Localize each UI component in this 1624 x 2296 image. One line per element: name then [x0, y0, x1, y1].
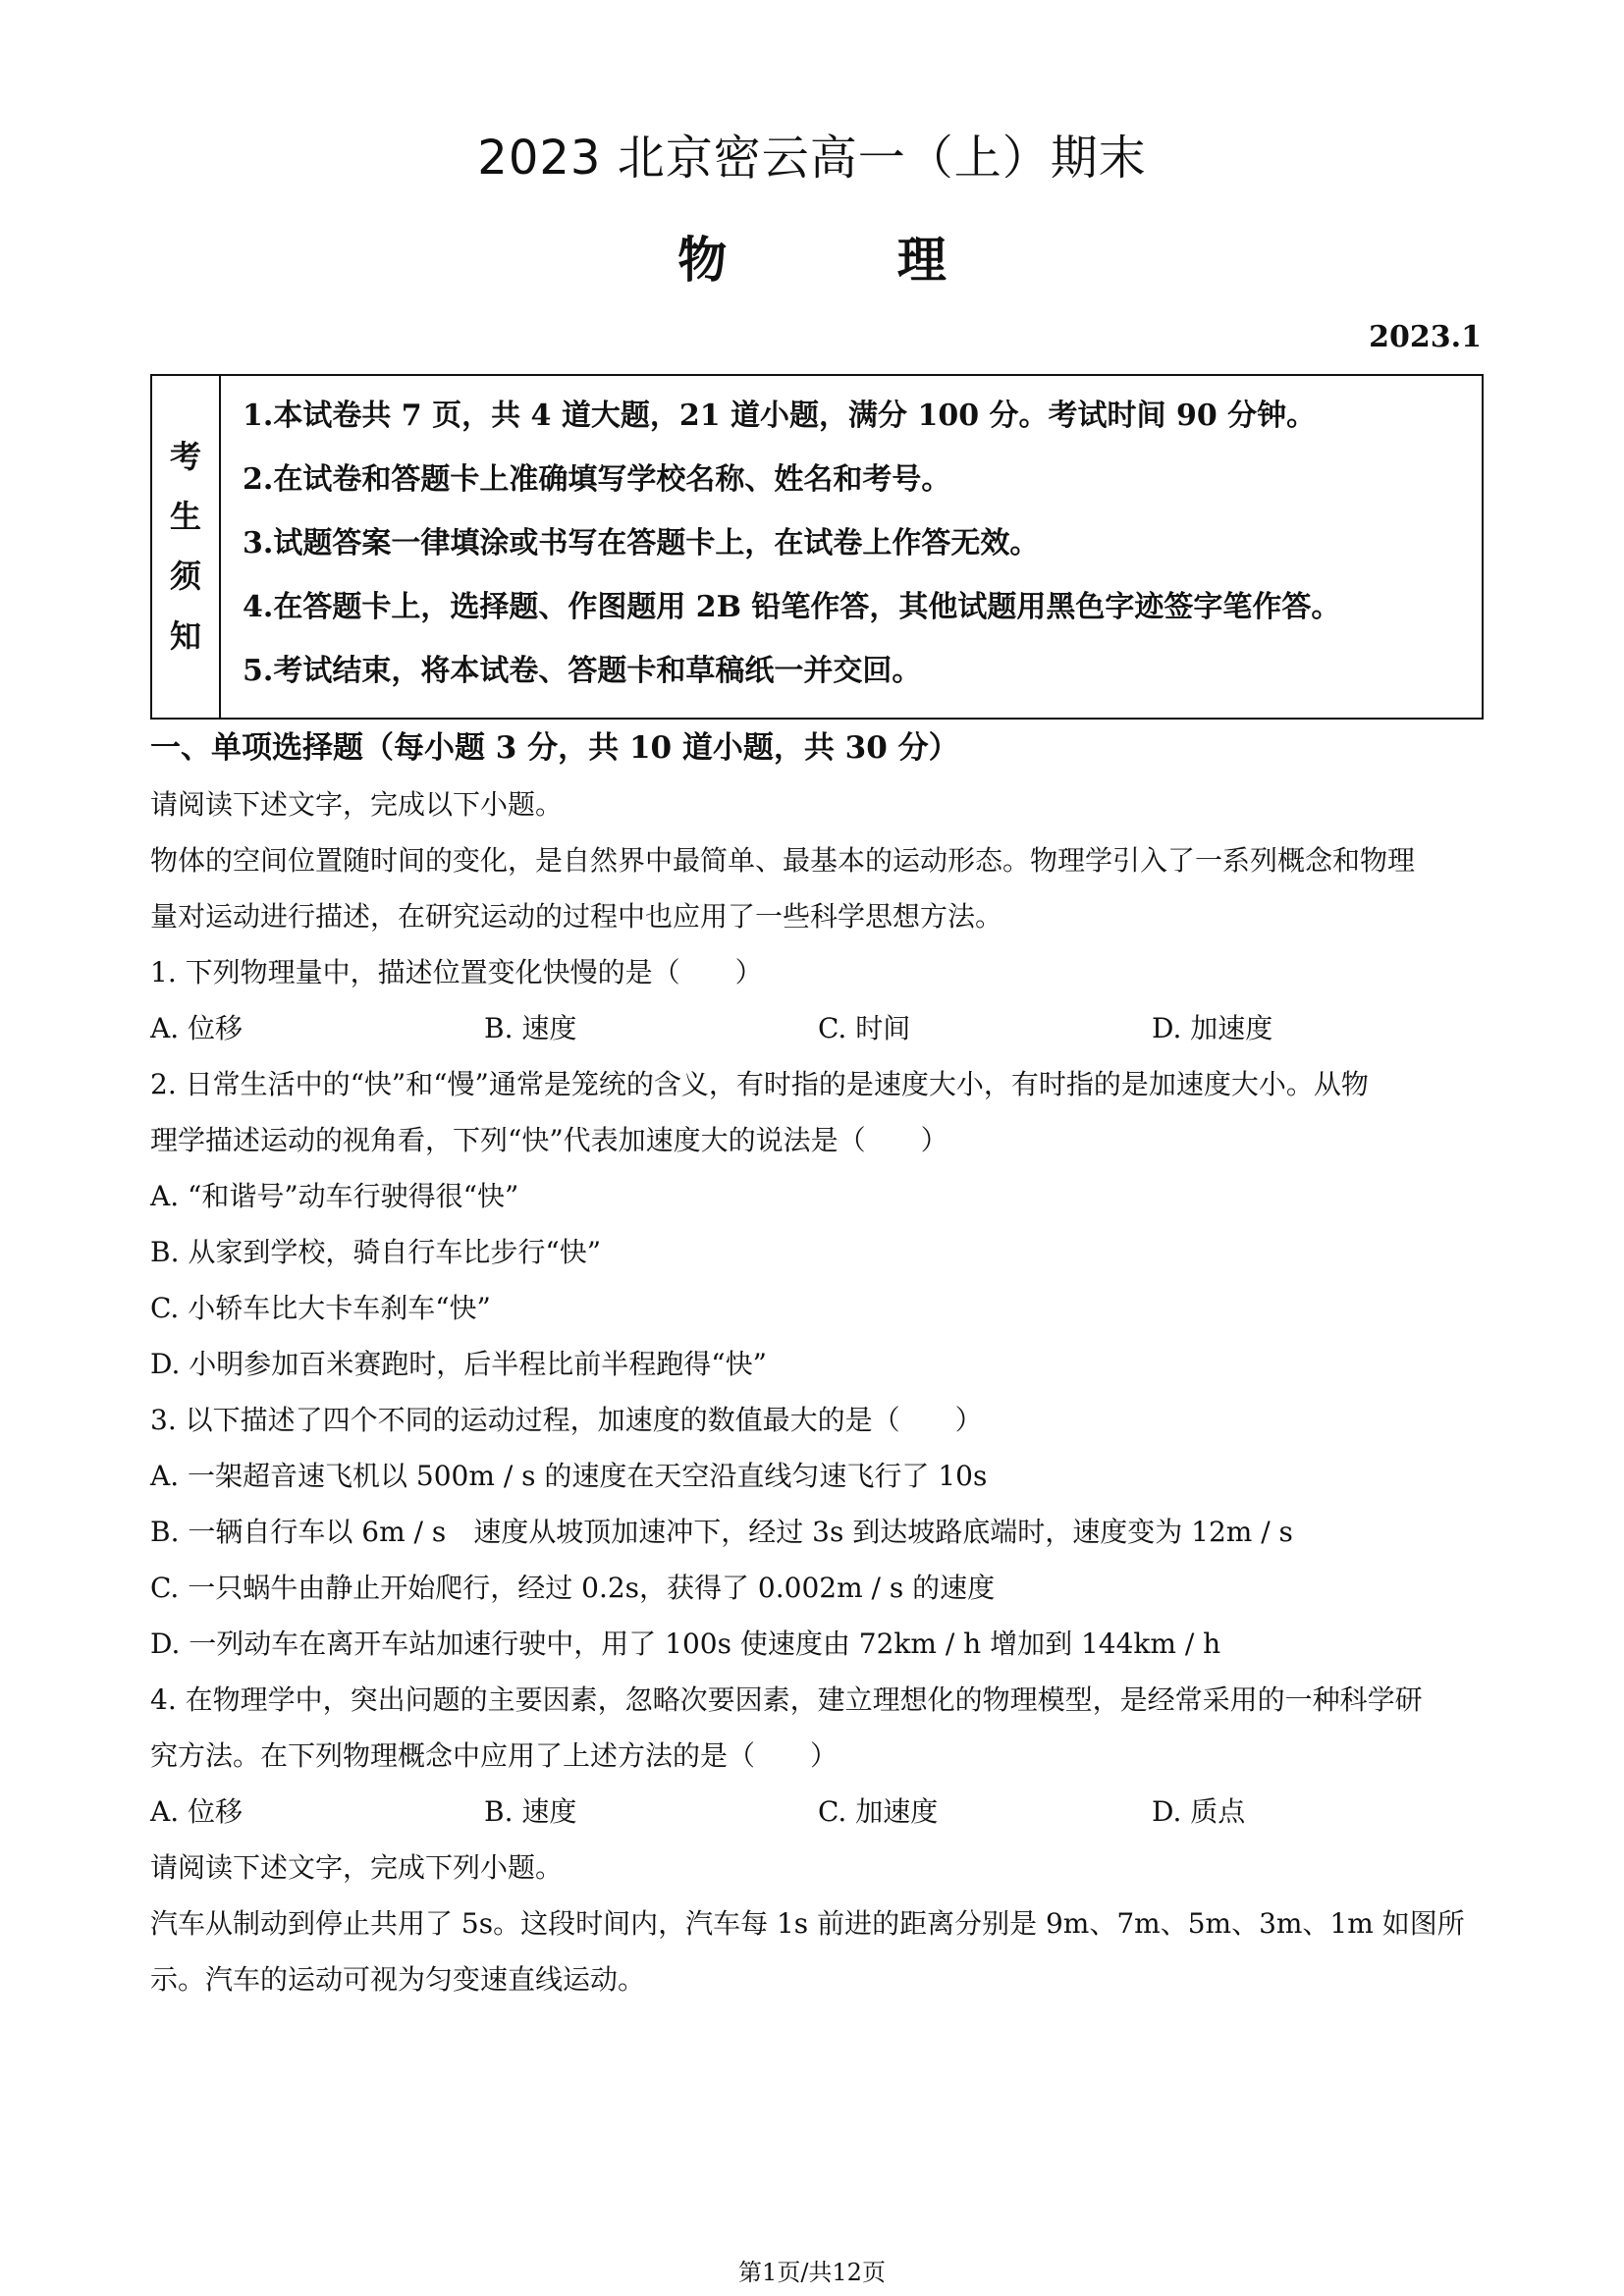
notice-label: [152, 376, 221, 718]
question-4-stem: 究方法。在下列物理概念中应用了上述方法的是（ ）: [150, 1739, 839, 1772]
question-3-stem: 3. 以下描述了四个不同的运动过程，加速度的数值最大的是（ ）: [150, 1404, 983, 1436]
page-number: 第1页/共12页: [738, 2259, 886, 2286]
passage-line: 量对运动进行描述，在研究运动的过程中也应用了一些科学思想方法。: [150, 900, 1003, 933]
notice-item: 1.本试卷共 7 页，共 4 道大题，21 道小题，满分 100 分。考试时间 90 分钟。: [243, 399, 1317, 433]
option: B. 速度: [484, 1795, 577, 1828]
question-4-options: [150, 1784, 1486, 1840]
option: D. 加速度: [1152, 1012, 1273, 1044]
passage-line: 汽车从制动到停止共用了 5s。这段时间内，汽车每 1s 前进的距离分别是 9m、7m、5m、3m、1m 如图所: [150, 1907, 1465, 1940]
passage-line: 示。汽车的运动可视为匀变速直线运动。: [150, 1963, 646, 1996]
question-4-stem: 4. 在物理学中，突出问题的主要因素，忽略次要因素，建立理想化的物理模型，是经常采用的一种科学研: [150, 1683, 1423, 1716]
option: C. 时间: [818, 1012, 911, 1044]
exam-notice-box: [150, 374, 1484, 720]
notice-label-char: 须: [169, 558, 201, 595]
notice-list: [221, 376, 1340, 718]
notice-item: 5.考试结束，将本试卷、答题卡和草稿纸一并交回。: [243, 654, 922, 688]
option: C. 加速度: [818, 1795, 939, 1828]
section-single-choice: [150, 720, 1486, 2007]
notice-label-char: 知: [169, 617, 201, 655]
exam-title: 2023 北京密云高一（上）期末: [477, 131, 1147, 186]
option: A. 位移: [150, 1795, 244, 1828]
question-2-stem: 理学描述运动的视角看，下列“快”代表加速度大的说法是（ ）: [150, 1124, 948, 1156]
notice-label-char: 考: [169, 438, 201, 475]
question-1-options: [150, 1000, 1486, 1056]
section-heading: 一、单项选择题（每小题 3 分，共 10 道小题，共 30 分）: [150, 730, 959, 766]
notice-item: 3.试题答案一律填涂或书写在答题卡上，在试卷上作答无效。: [243, 526, 1040, 561]
question-1-stem: 1. 下列物理量中，描述位置变化快慢的是（ ）: [150, 956, 763, 988]
option: D. 质点: [1152, 1795, 1246, 1828]
option: D. 一列动车在离开车站加速行驶中，用了 100s 使速度由 72km / h 增加到 144km / h: [150, 1628, 1221, 1660]
notice-item: 4.在答题卡上，选择题、作图题用 2B 铅笔作答，其他试题用黑色字迹签字笔作答。: [243, 590, 1341, 624]
option: A. 一架超音速飞机以 500m / s 的速度在天空沿直线匀速飞行了 10s: [150, 1460, 988, 1492]
reading-instruction: 请阅读下述文字，完成以下小题。: [150, 788, 564, 821]
notice-item: 2.在试卷和答题卡上准确填写学校名称、姓名和考号。: [243, 462, 951, 497]
subject-title: 物 理: [677, 231, 1023, 289]
question-2-stem: 2. 日常生活中的“快”和“慢”通常是笼统的含义，有时指的是速度大小，有时指的是加速度大小。从物: [150, 1068, 1369, 1100]
option: A. 位移: [150, 1012, 244, 1044]
exam-date: 2023.1: [1369, 320, 1482, 354]
reading-instruction: 请阅读下述文字，完成下列小题。: [150, 1851, 564, 1884]
option: B. 从家到学校，骑自行车比步行“快”: [150, 1236, 602, 1268]
option: C. 一只蜗牛由静止开始爬行，经过 0.2s，获得了 0.002m / s 的速度: [150, 1572, 996, 1604]
notice-label-char: 生: [169, 498, 201, 535]
passage-line: 物体的空间位置随时间的变化，是自然界中最简单、最基本的运动形态。物理学引入了一系列概念和物理: [150, 844, 1416, 877]
option: D. 小明参加百米赛跑时，后半程比前半程跑得“快”: [150, 1348, 767, 1380]
option: B. 一辆自行车以 6m / s 速度从坡顶加速冲下，经过 3s 到达坡路底端时，速度变为 12m / s: [150, 1516, 1293, 1548]
option: A. “和谐号”动车行驶得很“快”: [150, 1180, 519, 1212]
option: C. 小轿车比大卡车刹车“快”: [150, 1292, 491, 1324]
option: B. 速度: [484, 1012, 577, 1044]
